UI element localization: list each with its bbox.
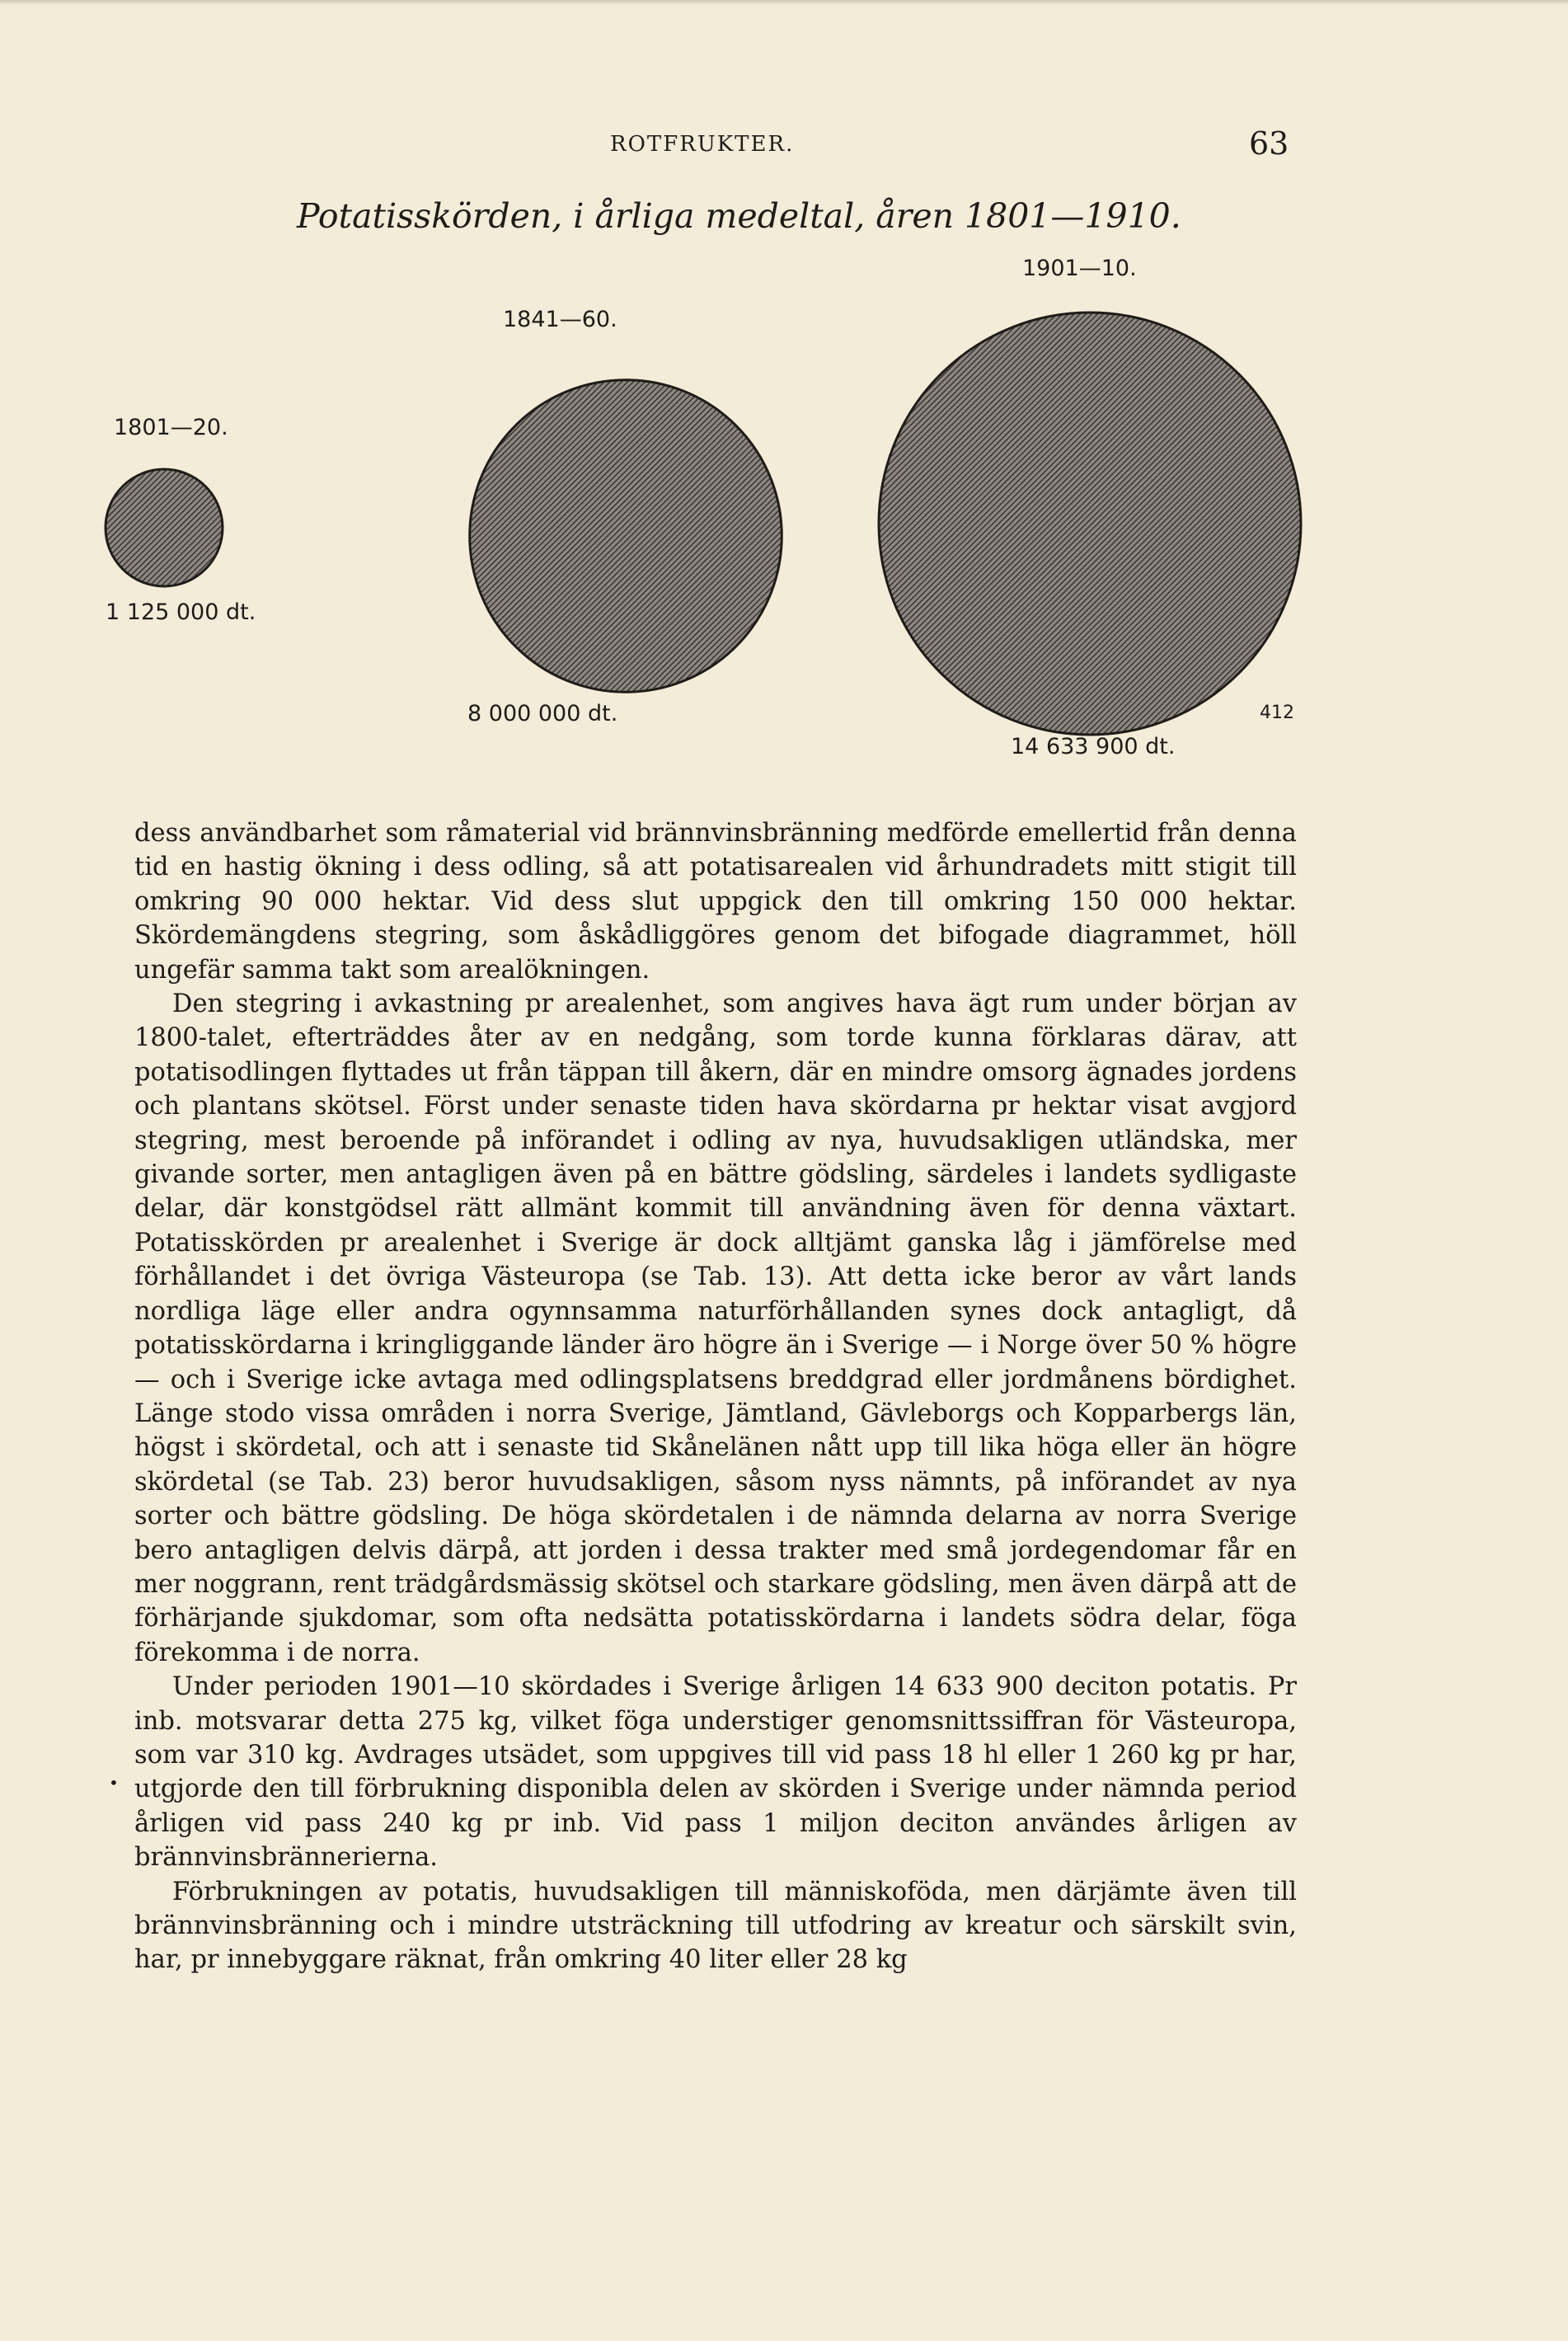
body-text (134, 816, 1297, 1977)
running-head: ROTFRUKTER. (610, 132, 795, 157)
harvest-circle-1 (470, 380, 782, 693)
page-number: 63 (1249, 125, 1289, 162)
paragraph: Den stegring i avkastning pr arealenhet, som angives hava ägt rum under början av 1800-talet, efterträddes åter av en nedgång, som torde kunna förklaras därav, att potatisodlingen flyttades ut från täppan till åkern, där en mindre omsorg ägnades jordens och plantans skötsel. Först under senaste tiden hava skördarna pr hektar visat avgjord stegring, mest beroende på införandet i odling av nya, huvudsakligen utländska, mer givande sorter, men antagligen även på en bättre gödsling, särdeles i landets sydligaste delar, där konstgödsel rätt allmänt kommit till användning även för denna växtart. Potatisskörden pr arealenhet i Sverige är dock alltjämt ganska låg i jämförelse med förhållandet i det övriga Västeuropa (se Tab. 13). Att detta icke beror av vårt lands nordliga läge eller andra ogynnsamma naturförhållanden synes dock antagligt, då potatisskördarna i kringliggande länder äro högre än i Sverige — i Norge över 50 % högre — och i Sverige icke avtaga med odlingsplatsens breddgrad eller jordmånens bördighet. Länge stodo vissa områden i norra Sverige, Jämtland, Gävleborgs och Kopparbergs län, högst i skördetal, och att i senaste tid Skånelänen nått upp till lika höga eller än högre skördetal (se Tab. 23) beror huvudsakligen, såsom nyss nämnts, på införandet av nya sorter och bättre gödsling. De höga skördetalen i de nämnda delarna av norra Sverige bero antagligen delvis därpå, att jorden i dessa trakter med små jordegendomar får en mer noggrann, rent trädgårdsmässig skötsel och starkare gödsling, men även därpå att de förhärjande sjukdomar, som ofta nedsätta potatisskördarna i landets södra delar, föga förekomma i de norra. (134, 990, 1297, 1667)
paragraph: Förbrukningen av potatis, huvudsakligen till människoföda, men därjämte även till brännvinsbränning och i mindre utsträckning till utfodring av kreatur och särskilt svin, har, pr innebyggare räknat, från omkring 40 liter eller 28 kg (134, 1877, 1297, 1975)
value-label-1841-60: 8 000 000 dt. (467, 701, 618, 726)
margin-dot: • (109, 1773, 119, 1793)
figure-title: Potatisskörden, i årliga medeltal, åren 1801—1910. (297, 196, 1181, 236)
value-label-1801-20: 1 125 000 dt. (106, 599, 256, 625)
period-label-1901-10: 1901—10. (1022, 256, 1137, 281)
paragraph: dess användbarhet som råmaterial vid brännvinsbränning medförde emellertid från denna tid en hastig ökning i dess odling, så att potatisarealen vid århundradets mitt stigit till omkring 90 000 hektar. Vid dess slut uppgick den till omkring 150 000 hektar. Skördemängdens stegring, som åskådliggöres genom det bifogade diagrammet, höll ungefär samma takt som arealökningen. (134, 819, 1297, 985)
circle-diagram (0, 0, 1568, 792)
period-label-1801-20: 1801—20. (114, 415, 228, 440)
value-label-1901-10: 14 633 900 dt. (1011, 734, 1176, 759)
harvest-circle-0 (106, 469, 223, 586)
period-label-1841-60: 1841—60. (503, 307, 617, 332)
harvest-circle-2 (879, 313, 1301, 735)
paragraph: Under perioden 1901—10 skördades i Sverige årligen 14 633 900 deciton potatis. Pr inb. motsvarar detta 275 kg, vilket föga understiger genomsnittssiffran för Västeuropa, som var 310 kg. Avdrages utsädet, som uppgives till vid pass 18 hl eller 1 260 kg pr har, utgjorde den till förbrukning disponibla delen av skörden i Sverige under nämnda period årligen vid pass 240 kg pr inb. Vid pass 1 miljon deciton användes årligen av brännvinsbrännerierna. (134, 1672, 1297, 1873)
stray-mark: 412 (1260, 703, 1294, 723)
